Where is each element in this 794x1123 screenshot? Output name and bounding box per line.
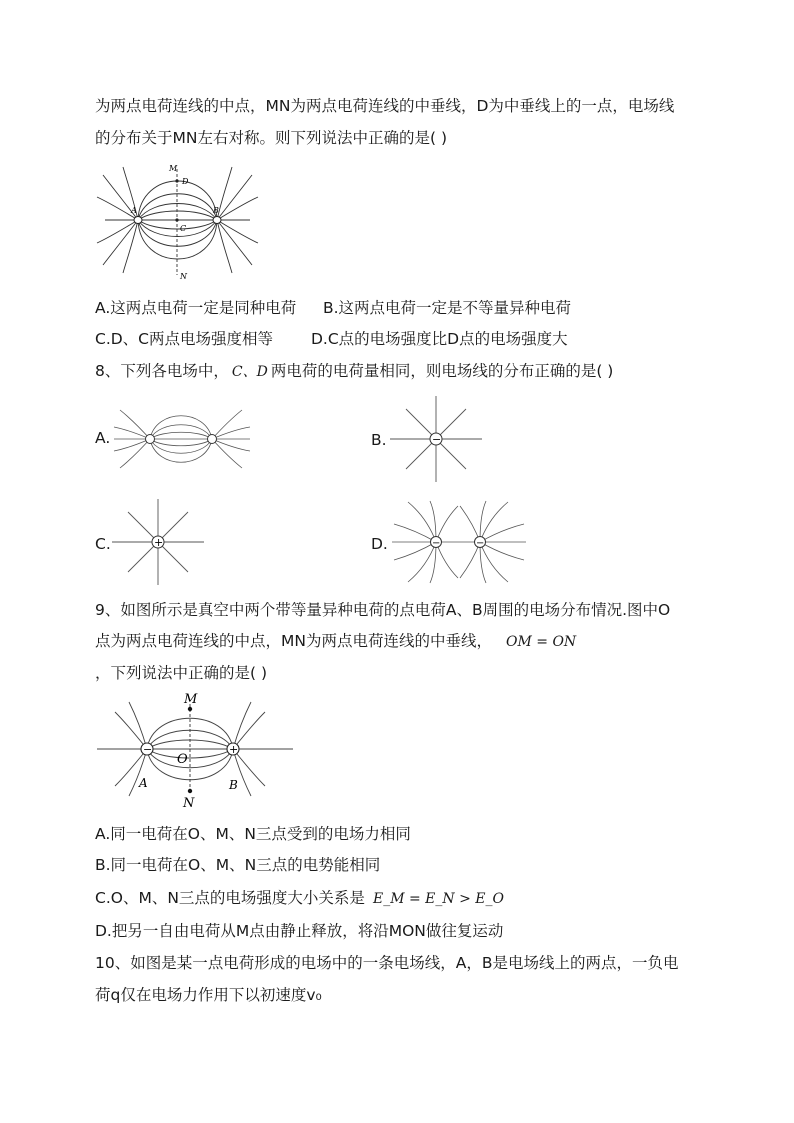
q7-field-figure [95,163,260,283]
q9-label-o: O [177,752,188,767]
q7-option-a: A.这两点电荷一定是同种电荷 [95,299,297,317]
q8-figure-c-sign: + [154,536,164,549]
q8-label-a: A. [95,429,111,447]
q9-stem-line-3: ，下列说法中正确的是( ) [95,664,268,682]
q9-option-c: C.O、M、N三点的电场强度大小关系是 [95,889,365,907]
q8-label-d: D. [371,535,388,553]
q8-figure-a [112,402,252,476]
q8-stem-suffix: 两电荷的电荷量相同，则电场线的分布正确的是( ) [270,362,614,380]
q8-figure-b-sign: − [432,433,442,446]
q7-stem-line-2: 的分布关于MN左右对称。则下列说法中正确的是( ) [95,129,447,147]
q9-label-b: B [229,778,238,792]
q8-label-b: B. [371,431,387,449]
q9-stem-math: OM = ON [506,634,577,650]
q7-stem-line-1: 为两点电荷连线的中点，MN为两点电荷连线的中垂线，D为中垂线上的一点，电场线 [95,97,675,115]
q7-option-c: C.D、C两点电场强度相等 [95,330,274,348]
q8-figure-d [390,500,528,584]
q8-stem-vars: C、D [231,364,268,380]
q9-stem-line-1: 9、如图所示是真空中两个带等量异种电荷的点电荷A、B周围的电场分布情况.图中O [95,601,671,619]
q8-stem [95,361,613,382]
q9-field-figure [95,690,295,812]
q8-figure-c [110,497,206,587]
q8-label-c: C. [95,535,111,553]
q7-option-d: D.C点的电场强度比D点的电场强度大 [311,330,568,348]
q7-label-m: M [169,164,178,173]
q7-label-a: A [131,206,137,215]
q8-figure-b [388,394,484,484]
q7-label-n: N [180,272,187,281]
q9-figure-sign-a: − [143,743,153,756]
q9-option-a: A.同一电荷在O、M、N三点受到的电场力相同 [95,825,411,843]
q10-stem-line-2: 荷q仅在电场力作用下以初速度v₀ [95,986,322,1004]
q7-option-b: B.这两点电荷一定是不等量异种电荷 [323,299,572,317]
q9-label-n: N [183,796,195,811]
q7-label-c: C [180,224,187,233]
q8-stem-prefix: 8、下列各电场中， [95,362,229,380]
q9-option-d: D.把另一自由电荷从M点由静止释放，将沿MON做往复运动 [95,922,504,940]
q9-stem-line-2: 点为两点电荷连线的中点，MN为两点电荷连线的中垂线， [95,632,492,650]
q9-option-b: B.同一电荷在O、M、N三点的电势能相同 [95,856,381,874]
q7-label-b: B [213,206,219,215]
q7-label-d: D [182,177,189,186]
q10-stem-line-1: 10、如图是某一点电荷形成的电场中的一条电场线，A，B是电场线上的两点，一负电 [95,954,679,972]
q9-option-c-math: E_M = E_N > E_O [373,891,504,907]
q9-label-a: A [139,776,148,790]
q9-label-m: M [184,692,198,707]
q8-figure-d-sign-right: − [476,538,485,549]
q8-figure-d-sign-left: − [432,538,441,549]
q9-figure-sign-b: + [229,743,239,756]
